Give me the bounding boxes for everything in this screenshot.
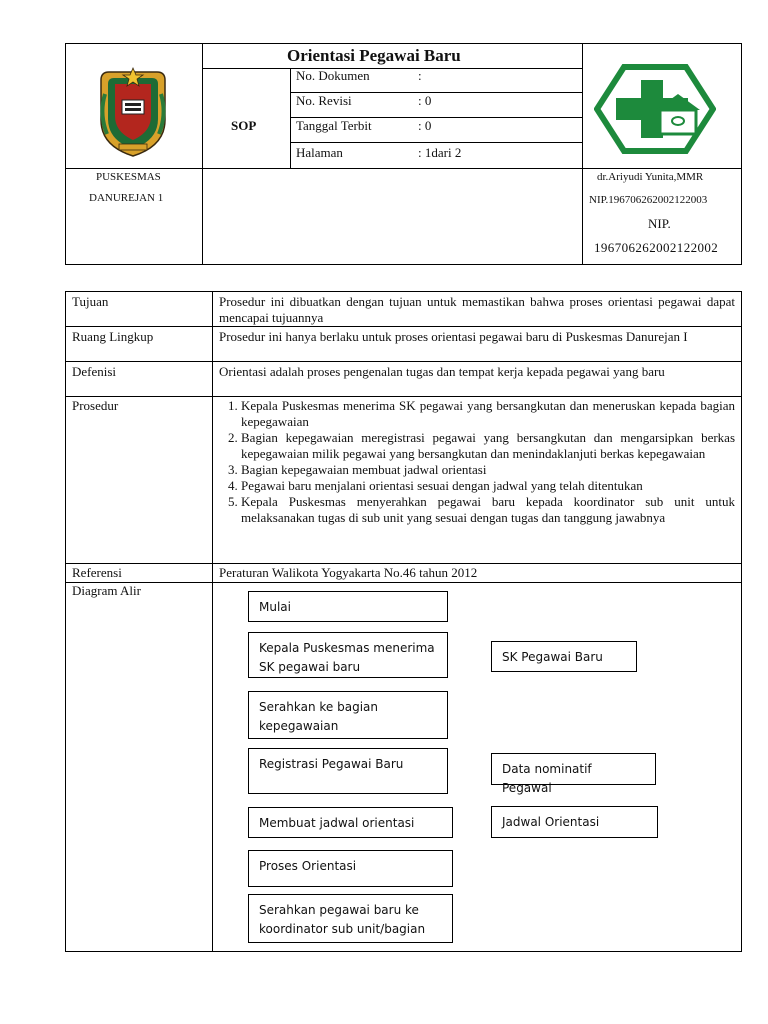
prosedur-step: 1. Kepala Puskesmas menerima SK pegawai yang bersangkutan dan meneruskan kepada bagian kepegawaian	[241, 398, 735, 430]
flow-box-membuat-jadwal: Membuat jadwal orientasi	[248, 807, 453, 838]
flow-box-serahkan-koordinator: Serahkan pegawai baru ke koordinator sub unit/bagian	[248, 894, 453, 943]
tanggal-terbit-value: : 0	[418, 118, 432, 133]
prosedur-label: Prosedur	[72, 398, 119, 413]
document-title: Orientasi Pegawai Baru	[287, 46, 461, 65]
prosedur-step: 5. Kepala Puskesmas menyerahkan pegawai baru kepada koordinator sub unit untuk melaksanakan tugas di sub unit yang sesuai dengan tugas dan tanggung jawabnya	[241, 494, 735, 526]
org-name-line1: PUSKESMAS	[96, 171, 161, 183]
prosedur-step: 4. Pegawai baru menjalani orientasi sesuai dengan jadwal yang telah ditentukan	[241, 478, 735, 494]
tujuan-text: Prosedur ini dibuatkan dengan tujuan untuk memastikan bahwa proses orientasi pegawai dapat mencapai tujuannya	[219, 294, 735, 325]
no-dokumen-label: No. Dokumen	[296, 68, 370, 83]
flow-box-data-nominatif: Data nominatif Pegawai	[491, 753, 656, 785]
sop-label: SOP	[231, 118, 257, 133]
org-name-line2: DANUREJAN 1	[89, 192, 164, 204]
nip-number: 196706262002122002	[594, 240, 719, 255]
flow-box-sk-pegawai: SK Pegawai Baru	[491, 641, 637, 672]
no-dokumen-value: :	[418, 68, 422, 83]
tanggal-terbit-label: Tanggal Terbit	[296, 118, 372, 133]
referensi-text: Peraturan Walikota Yogyakarta No.46 tahun 2012	[219, 565, 478, 580]
tujuan-label: Tujuan	[72, 294, 109, 309]
diagram-alir-label: Diagram Alir	[72, 583, 141, 598]
flow-box-registrasi: Registrasi Pegawai Baru	[248, 748, 448, 794]
signer-nip: NIP.196706262002122003	[589, 194, 708, 206]
defenisi-text: Orientasi adalah proses pengenalan tugas dan tempat kerja kepada pegawai yang baru	[219, 364, 665, 379]
no-revisi-label: No. Revisi	[296, 93, 352, 108]
ruang-lingkup-text: Prosedur ini hanya berlaku untuk proses orientasi pegawai baru di Puskesmas Danurejan I	[219, 329, 688, 344]
no-revisi-value: : 0	[418, 93, 432, 108]
prosedur-step: 2. Bagian kepegawaian meregistrasi pegawai yang bersangkutan dan mengarsipkan berkas kepegawaian milik pegawai yang bersangkutan dan menindaklanjuti berkas kepegawaian	[241, 430, 735, 462]
flow-box-mulai: Mulai	[248, 591, 448, 622]
flow-box-proses-orientasi: Proses Orientasi	[248, 850, 453, 887]
signer-name: dr.Ariyudi Yunita,MMR	[597, 171, 704, 183]
prosedur-step: 3. Bagian kepegawaian membuat jadwal orientasi	[241, 462, 735, 478]
defenisi-label: Defenisi	[72, 364, 117, 379]
halaman-value: : 1dari 2	[418, 145, 462, 160]
nip-label: NIP.	[648, 216, 671, 231]
ruang-lingkup-label: Ruang Lingkup	[72, 329, 154, 344]
flow-box-kepala-menerima-sk: Kepala Puskesmas menerima SK pegawai baru	[248, 632, 448, 678]
city-emblem-logo	[95, 64, 171, 158]
flow-box-jadwal-orientasi: Jadwal Orientasi	[491, 806, 658, 838]
prosedur-list	[219, 398, 735, 526]
puskesmas-logo	[594, 64, 716, 154]
flow-box-serahkan-kepegawaian: Serahkan ke bagian kepegawaian	[248, 691, 448, 739]
halaman-label: Halaman	[296, 145, 343, 160]
referensi-label: Referensi	[72, 565, 122, 580]
